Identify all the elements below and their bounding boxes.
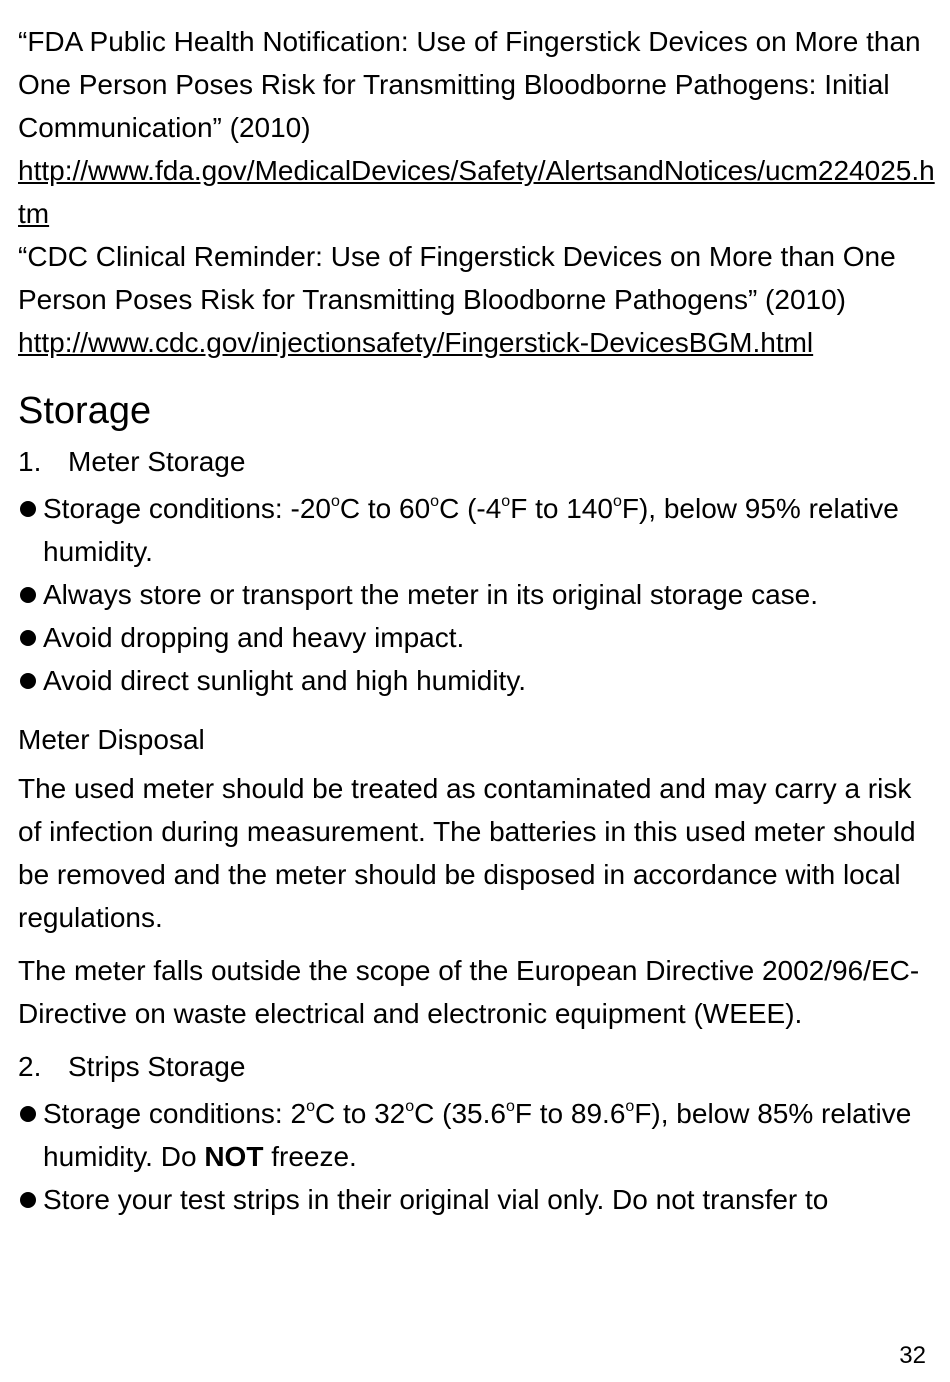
subsection-title: Meter Storage [68, 446, 246, 477]
section-title-storage: Storage [18, 390, 152, 432]
bullet-icon [20, 1106, 36, 1122]
bullet-icon [20, 587, 36, 603]
bullet-icon [20, 630, 36, 646]
reference-citation-cdc: “CDC Clinical Reminder: Use of Fingerstick Devices on More than One Person Poses Risk for Transmitting Bloodborne Pathogens” (2010) [18, 241, 896, 315]
disposal-paragraph-2: The meter falls outside the scope of the European Directive 2002/96/EC-Directive on waste electrical and electronic equipment (WEEE). [18, 955, 920, 1029]
list-item: Storage conditions: -20$^o$C to 60$^o$C (-4$^o$F to 140$^o$F), below 95% relative humidity. [18, 487, 938, 573]
reference-citation-fda: “FDA Public Health Notification: Use of Fingerstick Devices on More than One Person Poses Risk for Transmitting Bloodborne Pathogens: Initial Communication” (2010) [18, 26, 921, 143]
meter-storage-list [18, 487, 938, 702]
subsection-heading-strips-storage [18, 1045, 938, 1088]
bullet-icon [20, 1192, 36, 1208]
list-item: Storage conditions: 2$^o$C to 32$^o$C (35.6$^o$F to 89.6$^o$F), below 85% relative humidity. Do NOT freeze. [18, 1092, 938, 1178]
list-item: Avoid dropping and heavy impact. [18, 616, 938, 659]
strips-storage-list [18, 1092, 938, 1221]
document-page [18, 20, 938, 1221]
reference-link-fda[interactable]: http://www.fda.gov/MedicalDevices/Safety/AlertsandNotices/ucm224025.htm [18, 155, 935, 229]
list-item: Avoid direct sunlight and high humidity. [18, 659, 938, 702]
subsection-heading-meter-storage [18, 440, 938, 483]
emphasis-not: NOT [204, 1141, 264, 1172]
bullet-icon [20, 673, 36, 689]
bullet-icon [20, 501, 36, 517]
list-item: Always store or transport the meter in its original storage case. [18, 573, 938, 616]
subsection-title: Strips Storage [68, 1051, 246, 1082]
subsection-number: 1. [18, 446, 42, 477]
reference-link-cdc[interactable]: http://www.cdc.gov/injectionsafety/Fingerstick-DevicesBGM.html [18, 327, 814, 358]
subsection-title-meter-disposal: Meter Disposal [18, 724, 205, 755]
page-number: 32 [899, 1342, 926, 1369]
list-item: Store your test strips in their original vial only. Do not transfer to [18, 1178, 938, 1221]
subsection-number: 2. [18, 1051, 42, 1082]
disposal-paragraph-1: The used meter should be treated as contaminated and may carry a risk of infection during measurement. The batteries in this used meter should be removed and the meter should be disposed in accordance with local regulations. [18, 773, 916, 933]
